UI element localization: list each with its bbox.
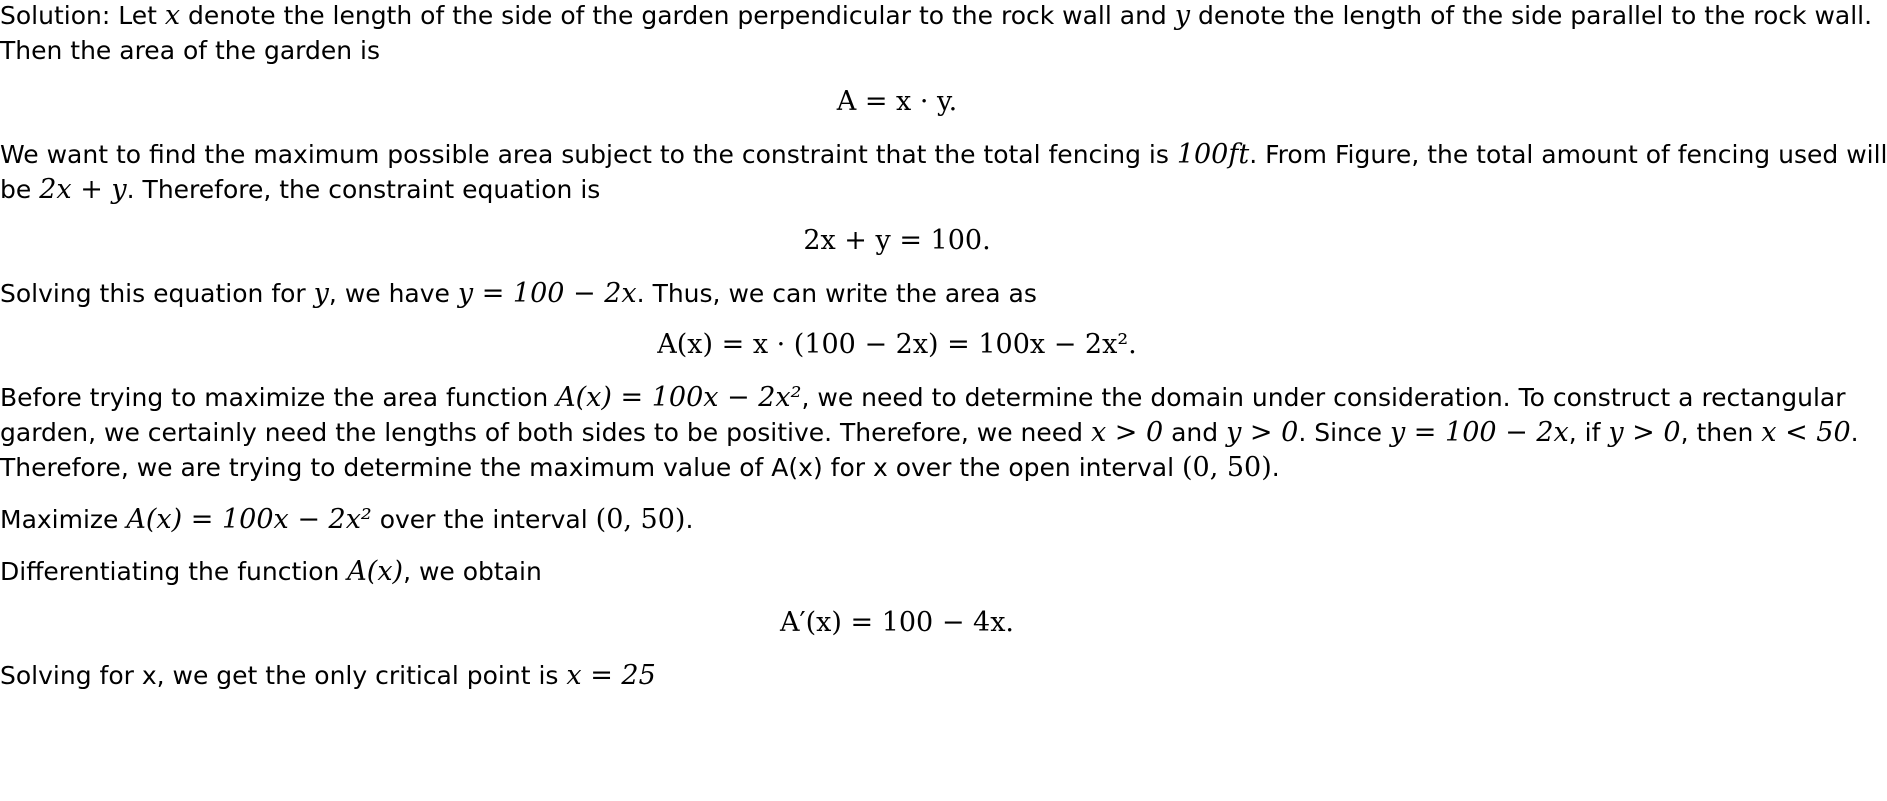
equation-area-function: A(x) = x · (100 − 2x) = 100x − 2x². xyxy=(657,329,1137,360)
text: denote the length of the side of the garden perpendicular to the rock wall and xyxy=(180,1,1175,30)
math-y-positive: y > 0 xyxy=(1608,417,1681,448)
text: . Since xyxy=(1298,418,1390,447)
paragraph-domain-line-2 xyxy=(0,413,1859,452)
text: Solving this equation for xyxy=(0,279,314,308)
text: Solving for x, we get the only critical point is xyxy=(0,661,567,690)
equation-area: A = x · y. xyxy=(836,86,958,117)
text: , then xyxy=(1680,418,1762,447)
paragraph-solve-y xyxy=(0,274,1768,313)
paragraph-variables-line-2 xyxy=(0,31,1768,70)
math-y: y xyxy=(313,278,329,309)
text: garden, we certainly need the lengths of both sides to be positive. Therefore, we need xyxy=(0,418,1091,447)
text: . From Figure, the total amount of fencing used will xyxy=(1249,140,1887,169)
text: . xyxy=(685,505,694,534)
text: and xyxy=(1163,418,1227,447)
paragraph-differentiate xyxy=(0,552,1768,591)
text: be xyxy=(0,175,40,204)
math-area-function: A(x) = 100x − 2x² xyxy=(556,382,802,413)
text: . xyxy=(1850,418,1859,447)
paragraph-constraint-line-2 xyxy=(0,170,1768,209)
text: . Thus, we can write the area as xyxy=(636,279,1037,308)
paragraph-domain-line-1 xyxy=(0,378,1846,417)
text: , we have xyxy=(328,279,458,308)
text: , we obtain xyxy=(403,557,542,586)
math-y-expr: y = 100 − 2x xyxy=(1389,417,1569,448)
text: Then the area of the garden is xyxy=(0,36,381,65)
math-x-bound: x < 50 xyxy=(1761,417,1851,448)
equation-constraint: 2x + y = 100. xyxy=(803,225,991,256)
math-interval: (0, 50) xyxy=(1181,452,1272,483)
paragraph-critical-point xyxy=(0,656,1768,695)
math-area-function: A(x) xyxy=(347,556,404,587)
paragraph-constraint-line-1 xyxy=(0,135,1887,174)
math-x-positive: x > 0 xyxy=(1090,417,1164,448)
math-y: y xyxy=(1174,0,1191,31)
text: Solution: Let xyxy=(0,1,165,30)
paragraph-domain-line-3 xyxy=(0,448,1768,487)
math-fencing-expr: 2x + y xyxy=(39,174,127,205)
math-critical-point: x = 25 xyxy=(566,660,656,691)
math-y-expr: y = 100 − 2x xyxy=(457,278,637,309)
math-area-function: A(x) = 100x − 2x² xyxy=(126,504,372,535)
math-fencing-total: 100ft xyxy=(1176,139,1250,170)
text: Maximize xyxy=(0,505,127,534)
text: over the interval xyxy=(371,505,596,534)
text: denote the length of the side parallel to the rock wall. xyxy=(1190,1,1873,30)
text: Differentiating the function xyxy=(0,557,348,586)
math-x: x xyxy=(164,0,181,31)
text: , we need to determine the domain under consideration. To construct a rectangular xyxy=(801,383,1846,412)
paragraph-variables-line-1 xyxy=(0,0,1873,35)
text: , if xyxy=(1568,418,1609,447)
text: Before trying to maximize the area function xyxy=(0,383,557,412)
text: Therefore, we are trying to determine the maximum value of A(x) for x over the open interval xyxy=(0,453,1182,482)
text: We want to find the maximum possible area subject to the constraint that the total fencing is xyxy=(0,140,1177,169)
equation-derivative: A′(x) = 100 − 4x. xyxy=(779,607,1015,638)
math-y-positive: y > 0 xyxy=(1226,417,1299,448)
text: . xyxy=(1271,453,1280,482)
paragraph-maximize xyxy=(0,500,1768,539)
text: . Therefore, the constraint equation is xyxy=(126,175,601,204)
math-interval: (0, 50) xyxy=(595,504,686,535)
